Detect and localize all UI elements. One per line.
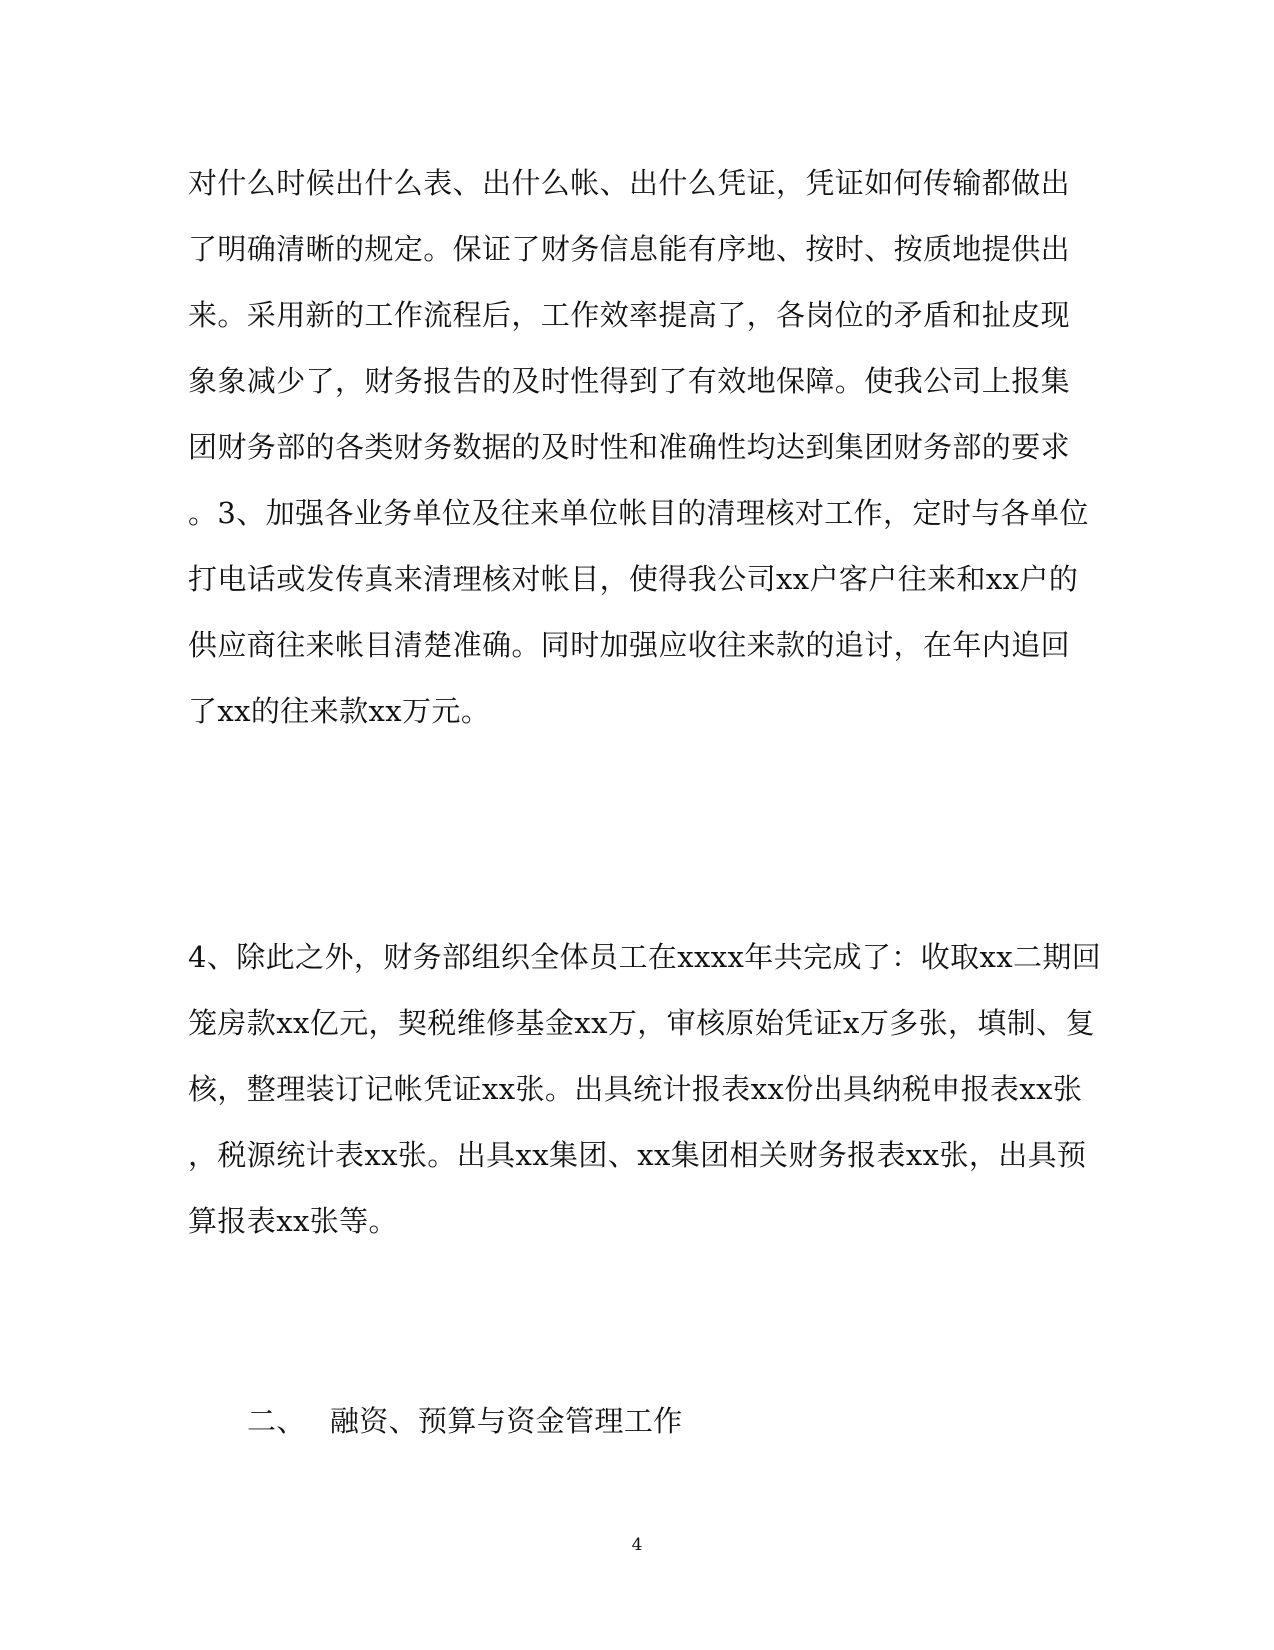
- paragraph-line: 团财务部的各类财务数据的及时性和准确性均达到集团财务部的要求: [188, 430, 1071, 464]
- paragraph-line: 4、除此之外，财务部组织全体员工在xxxx年共完成了：收取xx二期回: [188, 940, 1102, 974]
- section-heading: [247, 1388, 683, 1454]
- page-number: 4: [631, 1535, 643, 1555]
- paragraph-line: 供应商往来帐目清楚准确。同时加强应收往来款的追讨，在年内追回: [188, 628, 1071, 662]
- paragraph-line: 了明确清晰的规定。保证了财务信息能有序地、按时、按质地提供出: [188, 232, 1071, 266]
- section-number: 二、: [247, 1404, 306, 1438]
- paragraph-line: 算报表xx张等。: [188, 1204, 398, 1238]
- section-title: 融资、预算与资金管理工作: [329, 1404, 683, 1438]
- paragraph-line: 了xx的往来款xx万元。: [188, 694, 491, 728]
- paragraph-line: 。3、加强各业务单位及往来单位帐目的清理核对工作，定时与各单位: [188, 496, 1089, 530]
- paragraph-annual-work-summary: [188, 924, 1102, 1254]
- paragraph-financial-workflow: [188, 150, 1088, 744]
- paragraph-line: 笼房款xx亿元，契税维修基金xx万，审核原始凭证x万多张，填制、复: [188, 1006, 1095, 1040]
- paragraph-line: 对什么时候出什么表、出什么帐、出什么凭证，凭证如何传输都做出: [188, 166, 1071, 200]
- paragraph-line: 打电话或发传真来清理核对帐目，使得我公司xx户客户往来和xx户的: [188, 562, 1079, 596]
- paragraph-line: ，税源统计表xx张。出具xx集团、xx集团相关财务报表xx张，出具预: [188, 1138, 1087, 1172]
- paragraph-line: 象象减少了，财务报告的及时性得到了有效地保障。使我公司上报集: [188, 364, 1071, 398]
- paragraph-line: 来。采用新的工作流程后，工作效率提高了，各岗位的矛盾和扯皮现: [188, 298, 1071, 332]
- paragraph-line: 核，整理装订记帐凭证xx张。出具统计报表xx份出具纳税申报表xx张: [188, 1072, 1083, 1106]
